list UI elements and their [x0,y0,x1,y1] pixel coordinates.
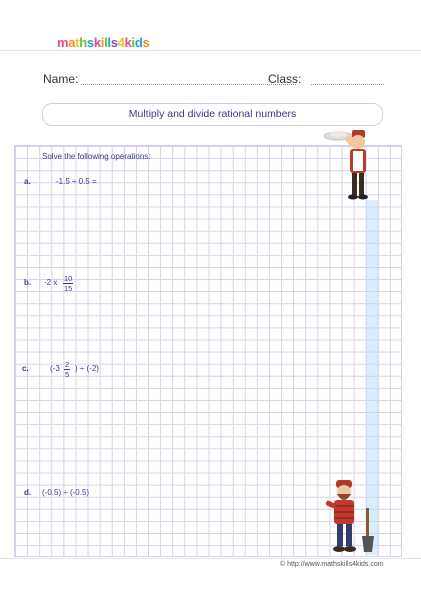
question-c-fraction [64,360,70,379]
question-a-label: a. [24,177,31,186]
instructions: Solve the following operations: [42,152,151,161]
question-b-label: b. [24,278,32,287]
header-divider [0,50,421,51]
footer-url[interactable]: © http://www.mathskills4kids.com [280,561,384,568]
name-field[interactable] [81,84,296,85]
worksheet-title: Multiply and divide rational numbers [42,103,383,126]
class-field[interactable] [311,84,384,85]
waiter-illustration [322,122,380,204]
fraction-denominator: 5 [65,370,70,379]
question-c-expression-pre: (-3 [50,364,60,373]
class-label: Class: [268,72,302,86]
question-b-fraction [63,274,73,293]
site-logo: mathskills4kids [57,35,150,50]
question-b-expression: -2 x [44,278,58,287]
student-info-row [43,72,388,90]
question-d-label: d. [24,488,32,497]
question-c-label: c. [22,364,29,373]
question-a-expression: -1.5 ÷ 0.5 = [56,177,97,186]
footer-divider [0,558,421,559]
fraction-denominator: 15 [64,284,73,293]
lumberjack-illustration [322,478,386,558]
name-label: Name: [43,72,79,86]
fraction-numerator: 2 [65,360,70,369]
fraction-numerator: 10 [64,274,73,283]
question-d-expression: (-0.5) ÷ (-0.5) [42,488,90,497]
question-c-expression-post: ) ÷ (-2) [75,364,99,373]
